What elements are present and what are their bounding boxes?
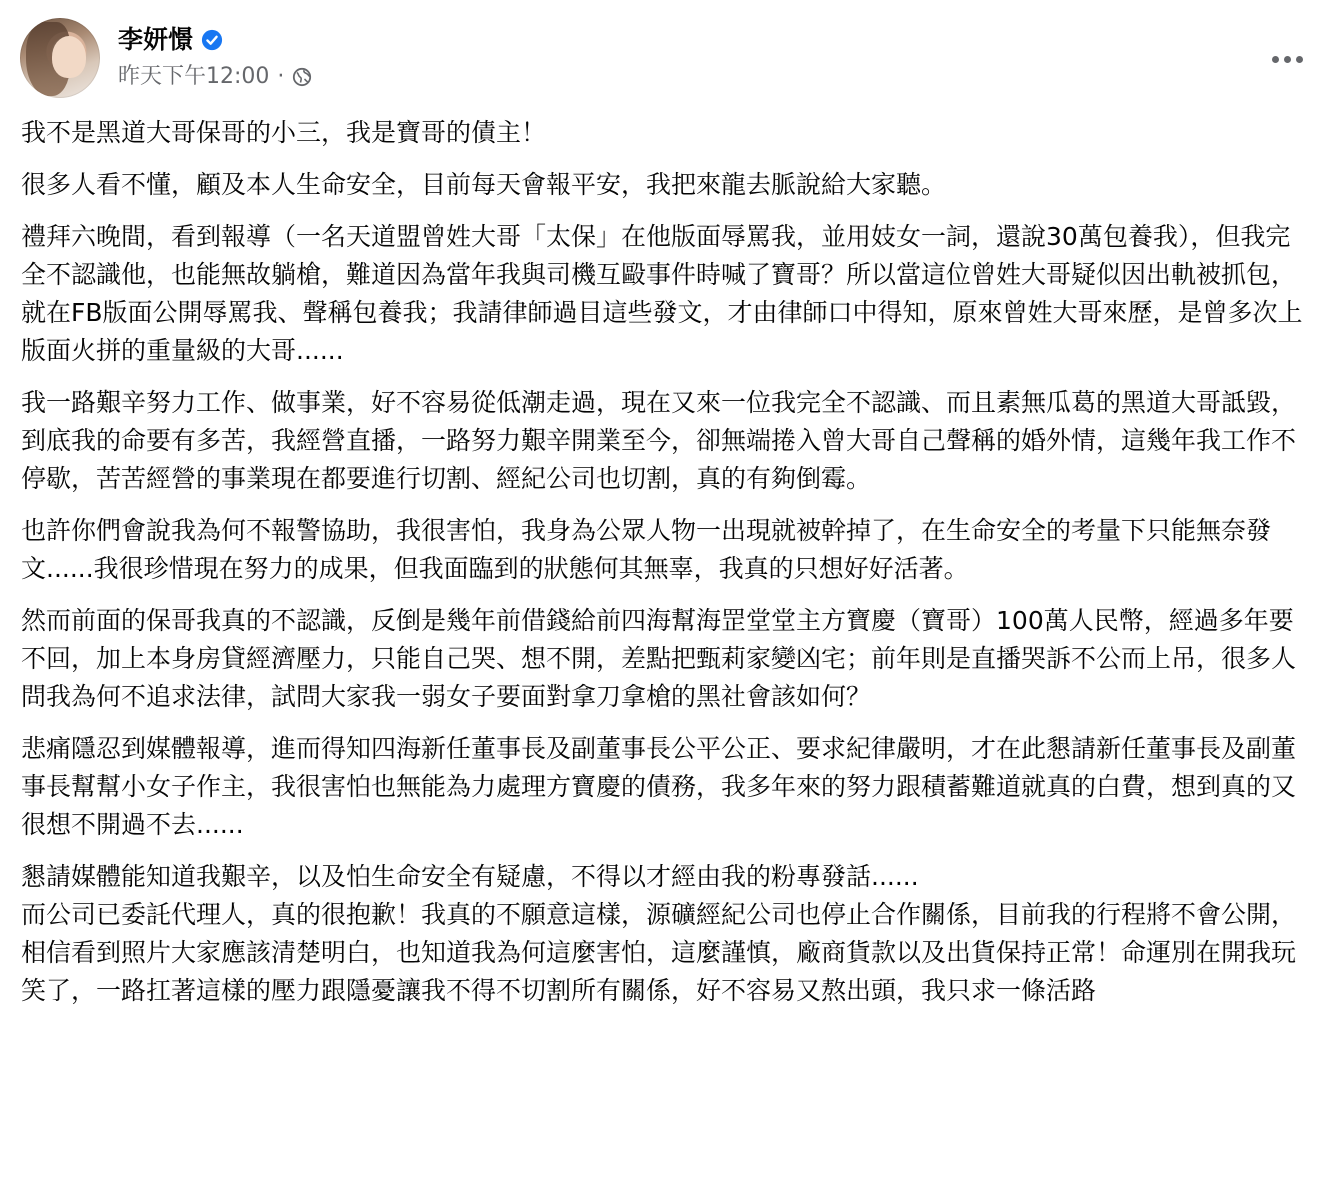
post-header xyxy=(20,18,1310,102)
meta-separator: · xyxy=(277,64,285,89)
post-paragraph: 很多人看不懂，顧及本人生命安全，目前每天會報平安，我把來龍去脈說給大家聽。 xyxy=(21,170,947,199)
post-timestamp[interactable]: 昨天下午12:00 xyxy=(118,64,270,89)
post-body xyxy=(21,114,1313,1024)
post-paragraph: 我一路艱辛努力工作、做事業，好不容易從低潮走過，現在又來一位我完全不認識、而且素無瓜葛的黑道大哥詆毀，到底我的命要有多苦，我經營直播，一路努力艱辛開業至今，卻無端捲入曾大哥自己聲稱的婚外情，這幾年我工作不停歇，苦苦經營的事業現在都要進行切割、經紀公司也切割，真的有夠倒霉。 xyxy=(21,388,1297,493)
post-paragraph: 而公司已委託代理人，真的很抱歉！我真的不願意這樣，源礦經紀公司也停止合作關係，目前我的行程將不會公開，相信看到照片大家應該清楚明白，也知道我為何這麼害怕，這麼謹慎，廠商貨款以及出貨保持正常！命運別在開我玩笑了，一路扛著這樣的壓力跟隱憂讓我不得不切割所有關係，好不容易又熬出頭，我只求一條活路 xyxy=(21,900,1297,1005)
post-paragraph: 懇請媒體能知道我艱辛，以及怕生命安全有疑慮，不得以才經由我的粉專發話...... xyxy=(21,862,919,891)
avatar-face xyxy=(52,36,86,78)
post-paragraph: 我不是黑道大哥保哥的小三，我是寶哥的債主！ xyxy=(21,118,547,147)
verified-badge-icon xyxy=(201,29,223,51)
post-paragraph: 然而前面的保哥我真的不認識，反倒是幾年前借錢給前四海幫海罡堂堂主方寶慶（寶哥）100萬人民幣，經過多年要不回，加上本身房貸經濟壓力，只能自己哭、想不開，差點把甄莉家變凶宅；前年則是直播哭訴不公而上吊，很多人問我為何不追求法律，試問大家我一弱女子要面對拿刀拿槍的黑社會該如何？ xyxy=(21,606,1297,711)
post-paragraph: 也許你們會說我為何不報警協助，我很害怕，我身為公眾人物一出現就被幹掉了，在生命安全的考量下只能無奈發文......我很珍惜現在努力的成果，但我面臨到的狀態何其無辜，我真的只想好好活著。 xyxy=(21,516,1272,583)
more-dot xyxy=(1284,56,1291,63)
post-meta xyxy=(118,62,312,92)
more-dot xyxy=(1272,56,1279,63)
author-name[interactable]: 李妍憬 xyxy=(118,25,194,54)
more-dot xyxy=(1296,56,1303,63)
author-row xyxy=(118,24,223,56)
globe-icon[interactable] xyxy=(292,67,312,87)
avatar[interactable] xyxy=(20,18,100,98)
post-paragraph: 悲痛隱忍到媒體報導，進而得知四海新任董事長及副董事長公平公正、要求紀律嚴明，才在此懇請新任董事長及副董事長幫幫小女子作主，我很害怕也無能為力處理方寶慶的債務，我多年來的努力跟積蓄難道就真的白費，想到真的又很想不開過不去...... xyxy=(21,734,1297,839)
more-options-icon[interactable] xyxy=(1264,36,1310,82)
post-paragraph: 禮拜六晚間，看到報導（一名天道盟曾姓大哥「太保」在他版面辱罵我，並用妓女一詞，還說30萬包養我），但我完全不認識他，也能無故躺槍，難道因為當年我與司機互毆事件時喊了寶哥？所以當這位曾姓大哥疑似因出軌被抓包，就在FB版面公開辱罵我、聲稱包養我；我請律師過目這些發文，才由律師口中得知，原來曾姓大哥來歷，是曾多次上版面火拼的重量級的大哥...... xyxy=(21,222,1303,365)
